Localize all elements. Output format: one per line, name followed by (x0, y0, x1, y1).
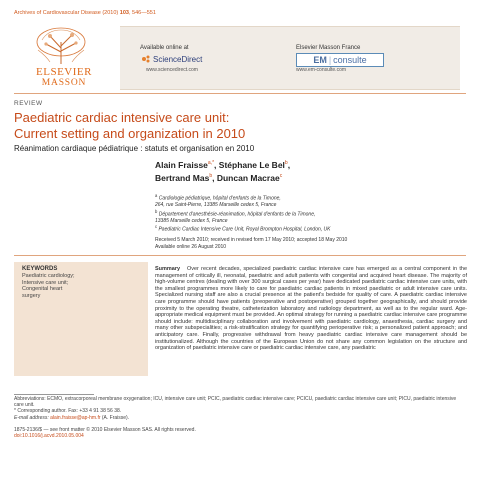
elsevier-tree-logo-icon (28, 26, 94, 66)
footnotes (14, 396, 466, 421)
french-title: Réanimation cardiaque pédiatrique : statuts et organisation en 2010 (14, 144, 255, 153)
affiliation-line: 13385 Marseille cedex 5, France (155, 217, 228, 224)
footnote-divider (14, 394, 94, 395)
keyword-item: Intensive care unit; (22, 279, 69, 286)
keyword-item: surgery (22, 292, 41, 299)
summary-text: Over recent decades, specialized paediatric cardiac intensive care has emerged as a central component in the management of critically ill, neonatal, paediatric and adult patients with congenital and acquired heart disease. The majority of high-volume centres (dealing with over 300 surgical cases per year) have dedicated paediatric cardiac intensive care units, with the smallest programmes more likely to care for paediatric cardiac patients in mixed paediatric or adult intensive care units. Specialized nursing staff are also a crucial presence at the patient's bedside for quality of care. A paediatric cardiac intensive care programme should have patients (preoperative and postoperative) grouped together geographically, and should provide proximity to the operating theatre, catheterization laboratory and radiology department, as well as to the regular ward. Age-appropriate medical equipment must be provided. An optimal strategy for running a paediatric cardiac intensive care programme should include: multidisciplinary collaboration and involvement with paediatric cardiology, anaesthesia, cardiac surgery and many other subspecialities; a risk-stratification strategy for quantifying perioperative risk; a personalized patient approach; and anticipatory care. Finally, progressive withdrawal from heavy paediatric cardiac intensive care management should be institutionalized. Although the countries of the European Union do not share any common legislation on the structure and organization of paediatric intensive care or paediatric cardiac intensive care, any paediatric (155, 266, 467, 352)
sciencedirect-logo (140, 54, 228, 64)
header-divider (14, 93, 466, 94)
article-dates (155, 237, 465, 250)
author-sup: c (279, 172, 283, 179)
author-name: Duncan Macrae (216, 172, 280, 183)
title-line-2: Current setting and organization in 2010 (14, 126, 246, 141)
corresponding-author-note: * Corresponding author. Fax: +33 4 91 38 56 38. (14, 408, 122, 415)
email-link[interactable]: alain.fraisse@ap-hm.fr (50, 414, 101, 421)
title-line-1: Paediatric cardiac intensive care unit: (14, 110, 230, 125)
summary-label: Summary (155, 266, 181, 272)
sciencedirect-url[interactable]: www.sciencedirect.com (146, 67, 198, 73)
abstract-divider (14, 255, 466, 256)
affiliation-line: Cardiologie pédiatrique, hôpital d'enfants de la Timone, (158, 195, 281, 202)
affiliation-item (155, 193, 465, 202)
email-label: E-mail address: (14, 414, 51, 421)
received-dates: Received 5 March 2010; received in revised form 17 May 2010; accepted 18 May 2010 (155, 237, 348, 243)
author-sup: b (284, 160, 288, 166)
abbreviations-note: Abbreviations: ECMO, extracorporeal membrane oxygenation; ICU, intensive care unit; PCIC, paediatric cardiac intensive care; PCICU, paediatric cardiac intensive care unit; PICU, paediatric intensive care unit. (14, 396, 457, 409)
author-sup: b (209, 172, 213, 179)
journal-citation (14, 10, 156, 16)
journal-name: Archives of Cardiovascular Disease (2010) (14, 10, 120, 16)
journal-volume: 103 (119, 10, 129, 16)
em-consulte-url[interactable]: www.em-consulte.com (296, 67, 347, 73)
affiliation-item (155, 224, 465, 233)
affiliation-sup: c (155, 224, 158, 230)
author-list: Alain Fraisse$^{a,*}$, Stéphane Le Bel$^b$, Bertrand Mas$^b$, Duncan Macrae$^c$ (155, 159, 291, 183)
affiliation-sup: b (155, 208, 158, 214)
em-logo-left: EM (313, 55, 327, 65)
author-name: Alain Fraisse (155, 159, 208, 170)
keywords-title: KEYWORDS (22, 266, 58, 272)
masson-wordmark: MASSON (41, 78, 87, 88)
section-label: REVIEW (14, 100, 43, 107)
author-name: Bertrand Mas (155, 172, 210, 183)
affiliation-sup: a (155, 193, 158, 198)
available-date: Available online 26 August 2010 (155, 243, 227, 250)
affiliation-line: 264, rue Saint-Pierre, 13385 Marseille cedex 5, France (155, 202, 277, 209)
affiliation-line: Paediatric Cardiac Intensive Care Unit, Royal Brompton Hospital, London, UK (158, 226, 331, 233)
email-suffix: (A. Fraisse). (100, 414, 130, 421)
em-logo-right: consulte (333, 55, 367, 65)
affiliations (155, 193, 465, 233)
affiliation-line: Département d'anesthésie-réanimation, hôpital d'enfants de la Timone, (158, 211, 316, 218)
keyword-item: Paediatric cardiology; (22, 273, 75, 279)
journal-pages: , 546—551 (128, 10, 156, 16)
em-logo-sep: | (328, 55, 332, 65)
copyright-block (14, 427, 466, 439)
available-online-label: Available online at (140, 45, 189, 51)
elsevier-wordmark: ELSEVIER (36, 66, 92, 78)
keywords-list (22, 273, 142, 299)
author-sup: a,* (207, 160, 215, 166)
author-name: Stéphane Le Bel (218, 159, 285, 170)
em-consulte-logo (296, 53, 384, 67)
copyright-line: 1875-2136/$ — see front matter © 2010 Elsevier Masson SAS. All rights reserved. (14, 427, 196, 433)
sciencedirect-logo-text: ScienceDirect (153, 55, 203, 64)
article-title (14, 110, 464, 142)
abstract-summary (155, 266, 467, 352)
em-publisher-label: Elsevier Masson France (296, 45, 361, 51)
keyword-item: Congenital heart (22, 286, 63, 292)
email-note (14, 415, 466, 421)
doi-link[interactable]: doi:10.1016/j.acvd.2010.05.004 (14, 433, 84, 440)
affiliation-item (155, 209, 465, 218)
